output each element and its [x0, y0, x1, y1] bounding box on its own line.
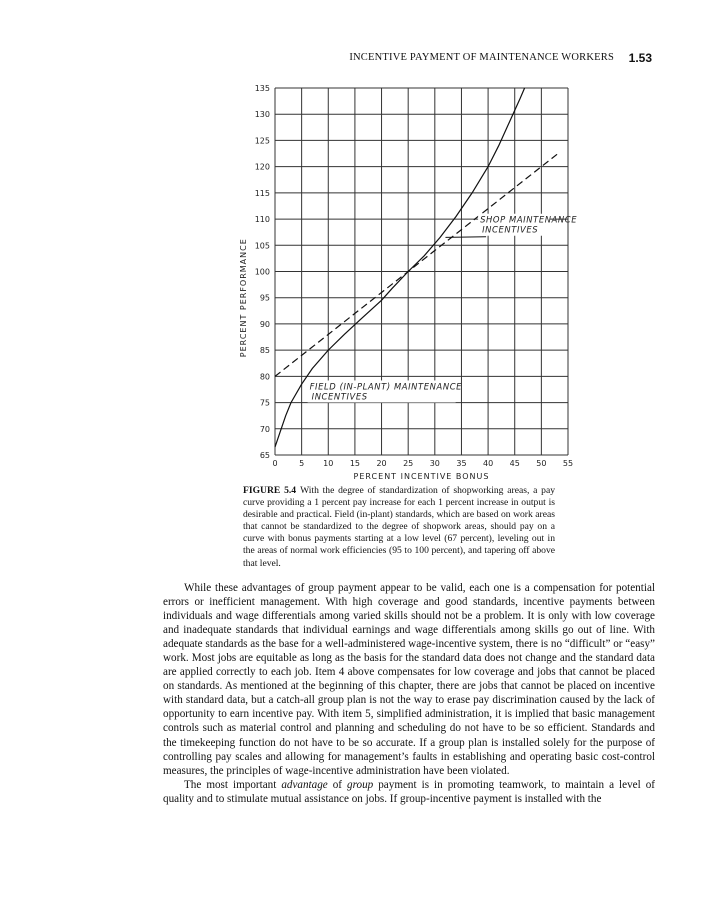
shop-maintenance-label: INCENTIVES	[482, 224, 539, 235]
annotation-leader-line	[445, 237, 486, 238]
x-tick-label: 20	[376, 459, 387, 468]
x-axis-title: PERCENT INCENTIVE BONUS	[353, 472, 490, 481]
page-number: 1.53	[628, 51, 652, 65]
y-tick-label: 120	[254, 162, 270, 172]
figure-5-4	[230, 78, 590, 483]
x-tick-label: 25	[403, 459, 414, 468]
x-tick-label: 30	[429, 459, 440, 468]
para2-emphasis-group: group	[347, 778, 374, 791]
y-tick-label: 95	[259, 293, 270, 303]
running-title: INCENTIVE PAYMENT OF MAINTENANCE WORKERS	[349, 52, 614, 63]
shop-maintenance-line	[275, 152, 560, 376]
y-tick-label: 65	[259, 451, 270, 460]
body-text	[163, 581, 655, 806]
paragraph-2	[163, 778, 655, 806]
y-tick-label: 75	[259, 398, 270, 408]
y-tick-label: 125	[254, 136, 270, 146]
para2-after: payment is in promoting teamwork, to maintain a level of quality and to stimulate mutual assistance on jobs. If group-incentive payment is installed with the	[163, 778, 655, 805]
x-tick-label: 15	[349, 459, 361, 468]
y-tick-label: 70	[259, 424, 270, 434]
y-tick-label: 85	[259, 346, 270, 356]
x-tick-label: 10	[323, 459, 334, 468]
y-tick-label: 115	[254, 188, 270, 198]
y-tick-label: 110	[254, 215, 270, 225]
running-header	[0, 52, 718, 68]
caption-text: With the degree of standardization of shopworking areas, a pay curve providing a 1 percent pay increase for each 1 percent increase in output is desirable and practical. Field (in-plant) standards, which are based on work areas that cannot be standardized to the degree of shopwork areas, should pay on a curve with bonus payments starting at a low level (67 percent), leveling out in the areas of normal work efficiencies (95 to 100 percent), and tapering off above that level.	[243, 485, 555, 569]
x-tick-label: 50	[536, 459, 547, 468]
performance-incentive-chart	[230, 78, 590, 483]
x-tick-label: 40	[482, 459, 494, 468]
x-tick-label: 5	[299, 459, 305, 468]
field-maintenance-label: FIELD (IN-PLANT) MAINTENANCE	[309, 381, 463, 392]
y-tick-label: 90	[259, 319, 270, 329]
para2-emphasis-advantage: advantage	[281, 778, 328, 791]
x-tick-label: 45	[509, 459, 520, 468]
field-maintenance-label: INCENTIVES	[311, 391, 368, 402]
paragraph-1: While these advantages of group payment appear to be valid, each one is a compensation for potential errors or inefficient management. With high coverage and good standards, incentive payments between individuals and wage differentials among varied skills should not be a problem. It is only with low coverage and inadequate standards that individual earnings and wage differentials among skills go out of line. With adequate standards as the base for a well-administered wage-incentive system, there is no “difficult” or “easy” work. Most jobs are equitable as long as the basis for the standard data does not change and the standard data are applied correctly to each job. Item 4 above compensates for low coverage and jobs that cannot be placed on standards. As mentioned at the beginning of this chapter, there are jobs that cannot be placed on incentive with standard data, but a catch-all group plan is not the way to erase pay discrimination caused by the lack of opportunity to earn incentive pay. With item 5, simplified administration, it is implied that basic management controls such as material control and planning and scheduling do not have to be so efficient. Standards and the timekeeping function do not have to be so accurate. If a group plan is installed solely for the purpose of controlling pay scales and allowing for management’s faults in establishing and operating basic cost-control measures, the principles of wage-incentive administration have been violated.	[163, 582, 655, 777]
caption-label: FIGURE 5.4	[243, 485, 297, 496]
x-tick-label: 55	[562, 459, 574, 468]
y-tick-label: 130	[254, 110, 270, 120]
x-tick-label: 35	[456, 459, 467, 468]
y-axis-title: PERCENT PERFORMANCE	[239, 238, 248, 358]
y-tick-label: 100	[254, 267, 270, 277]
y-tick-label: 80	[259, 372, 270, 382]
para2-before: The most important	[184, 778, 282, 791]
para2-mid: of	[327, 778, 348, 791]
y-tick-label: 135	[254, 84, 270, 93]
figure-caption	[243, 485, 555, 570]
y-tick-label: 105	[254, 241, 270, 251]
shop-maintenance-label: SHOP MAINTENANCE	[480, 214, 578, 225]
x-tick-label: 0	[272, 459, 278, 468]
